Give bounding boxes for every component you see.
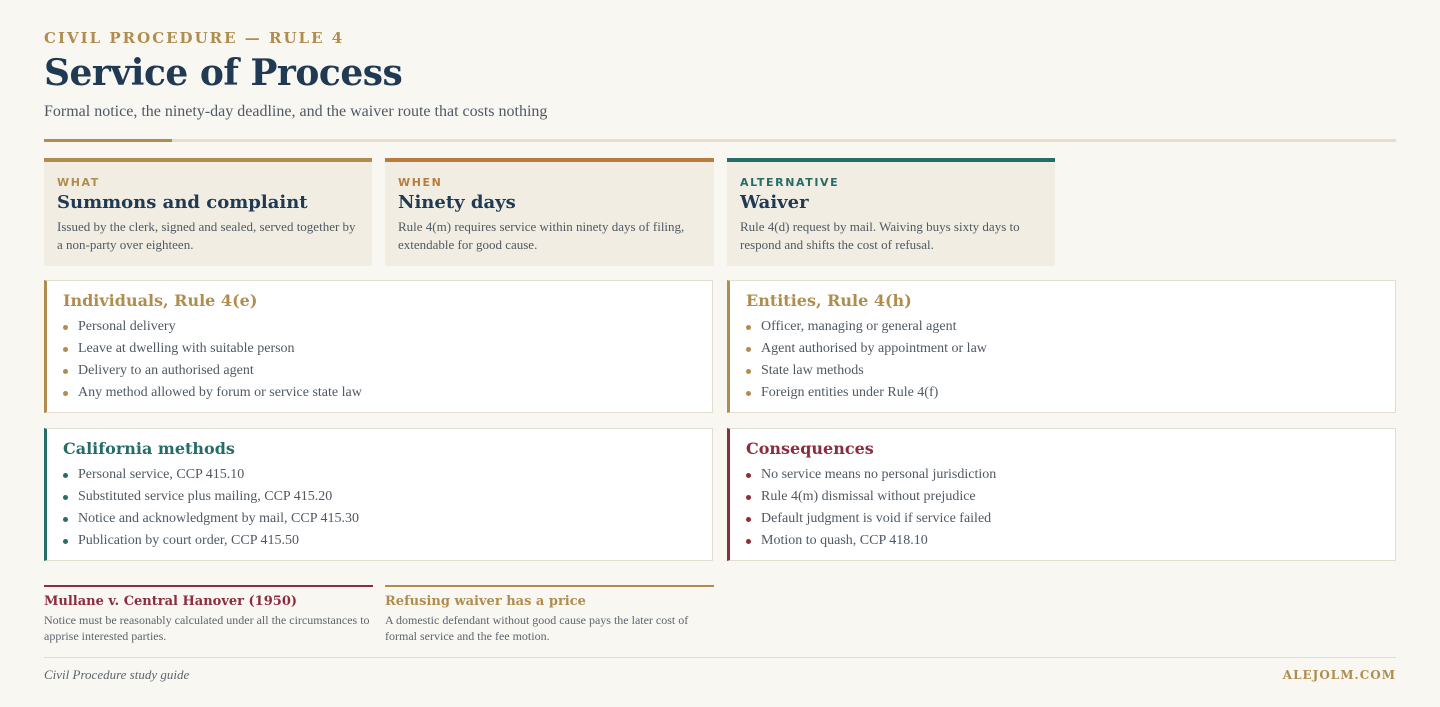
list-item: Officer, managing or general agent bbox=[746, 316, 1379, 338]
card-kicker: WHAT bbox=[57, 176, 100, 189]
note-body: Notice must be reasonably calculated under all the circumstances to apprise interested parties. bbox=[44, 613, 370, 643]
list-item: Substituted service plus mailing, CCP 415.20 bbox=[63, 486, 696, 508]
list-item: Agent authorised by appointment or law bbox=[746, 338, 1379, 360]
card-body: Issued by the clerk, signed and sealed, served together by a non-party over eighteen. bbox=[57, 219, 356, 252]
list-item: Rule 4(m) dismissal without prejudice bbox=[746, 486, 1379, 508]
card-title: Waiver bbox=[740, 192, 809, 213]
card-body: Rule 4(d) request by mail. Waiving buys sixty days to respond and shifts the cost of refusal. bbox=[740, 219, 1020, 252]
page-subtitle: Formal notice, the ninety-day deadline, and the waiver route that costs nothing bbox=[44, 103, 548, 120]
list-item: Any method allowed by forum or service state law bbox=[63, 382, 696, 404]
card-when bbox=[385, 158, 714, 266]
note-title: Mullane v. Central Hanover (1950) bbox=[44, 594, 298, 609]
panel-individuals bbox=[44, 280, 713, 413]
panel-california-methods bbox=[44, 428, 713, 561]
list-item: Personal delivery bbox=[63, 316, 696, 338]
header-kicker: CIVIL PROCEDURE — RULE 4 bbox=[44, 29, 345, 47]
list-item: Notice and acknowledgment by mail, CCP 415.30 bbox=[63, 508, 696, 530]
card-body: Rule 4(m) requires service within ninety days of filing, extendable for good cause. bbox=[398, 219, 685, 252]
card-alternative bbox=[727, 158, 1055, 266]
panel-title: California methods bbox=[63, 439, 235, 458]
card-kicker: WHEN bbox=[398, 176, 443, 189]
list-item: Default judgment is void if service failed bbox=[746, 508, 1379, 530]
list-item: Publication by court order, CCP 415.50 bbox=[63, 530, 696, 552]
panel-title: Individuals, Rule 4(e) bbox=[63, 291, 258, 310]
header-divider-accent bbox=[44, 139, 172, 142]
list-item: State law methods bbox=[746, 360, 1379, 382]
list-item: No service means no personal jurisdiction bbox=[746, 464, 1379, 486]
card-kicker: ALTERNATIVE bbox=[740, 176, 840, 189]
note-title: Refusing waiver has a price bbox=[385, 594, 586, 609]
bullet-list bbox=[63, 316, 696, 404]
header-divider bbox=[44, 139, 1396, 142]
panel-entities bbox=[727, 280, 1396, 413]
bullet-list bbox=[63, 464, 696, 552]
footer-site-link[interactable]: ALEJOLM.COM bbox=[1282, 668, 1396, 682]
panel-title: Consequences bbox=[746, 439, 874, 458]
bullet-list bbox=[746, 464, 1379, 552]
list-item: Personal service, CCP 415.10 bbox=[63, 464, 696, 486]
list-item: Foreign entities under Rule 4(f) bbox=[746, 382, 1379, 404]
list-item: Delivery to an authorised agent bbox=[63, 360, 696, 382]
bullet-list bbox=[746, 316, 1379, 404]
page-title: Service of Process bbox=[44, 52, 403, 94]
note-waiver-price bbox=[385, 585, 714, 644]
list-item: Motion to quash, CCP 418.10 bbox=[746, 530, 1379, 552]
list-item: Leave at dwelling with suitable person bbox=[63, 338, 696, 360]
footer-divider bbox=[44, 657, 1396, 658]
card-what bbox=[44, 158, 372, 266]
note-body: A domestic defendant without good cause pays the later cost of formal service and the fee motion. bbox=[385, 613, 689, 643]
card-title: Ninety days bbox=[398, 192, 516, 213]
panel-consequences bbox=[727, 428, 1396, 561]
panel-title: Entities, Rule 4(h) bbox=[746, 291, 912, 310]
note-mullane bbox=[44, 585, 373, 644]
footer-caption: Civil Procedure study guide bbox=[44, 667, 190, 682]
card-title: Summons and complaint bbox=[57, 192, 308, 213]
